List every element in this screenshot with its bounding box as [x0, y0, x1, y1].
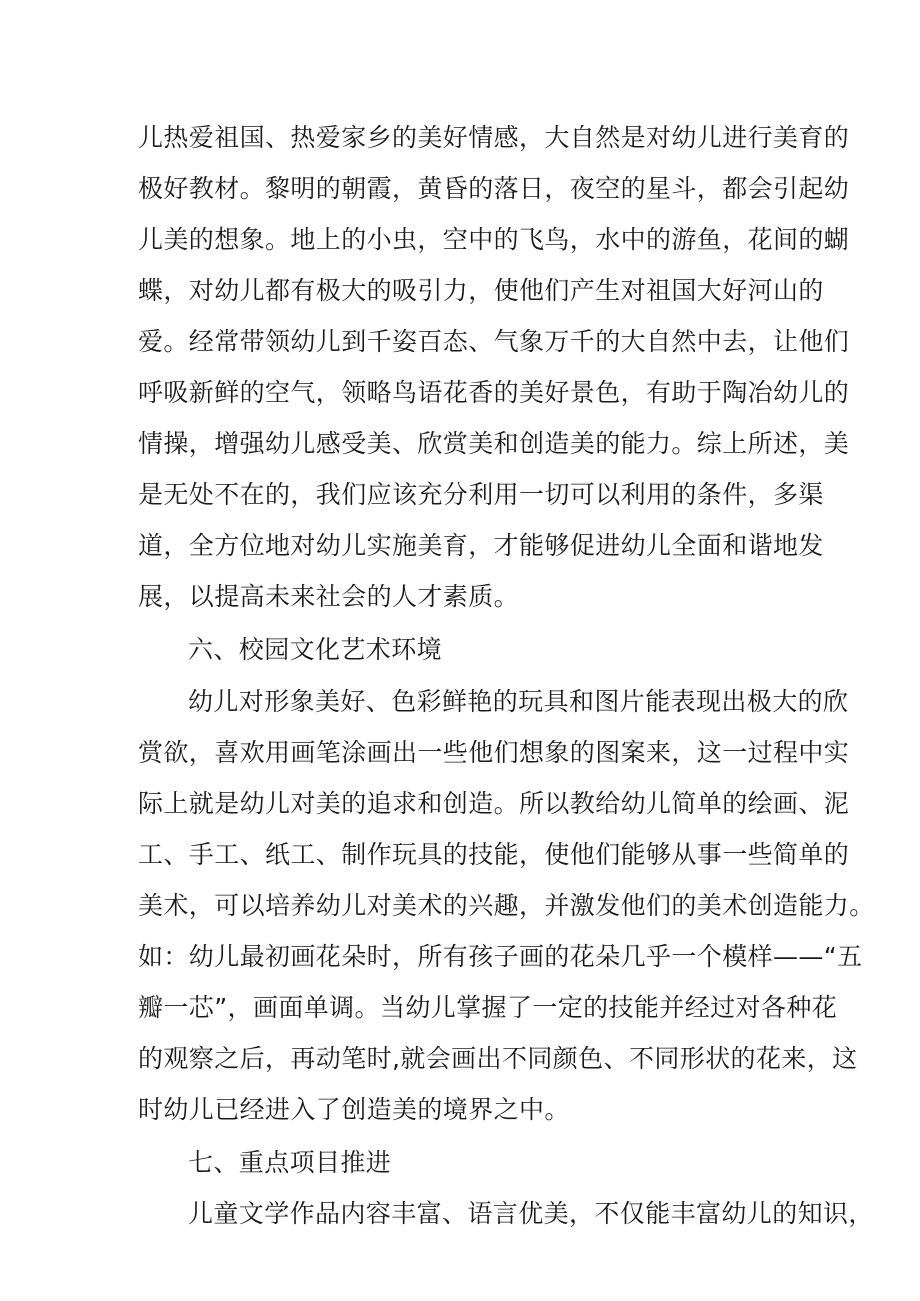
paragraph-line: 情操，增强幼儿感受美、欣赏美和创造美的能力。综上所述，美 [138, 429, 850, 458]
paragraph-line: 际上就是幼儿对美的追求和创造。所以教给幼儿简单的绘画、泥 [138, 789, 850, 818]
paragraph-line: 展，以提高未来社会的人才素质。 [138, 582, 520, 611]
paragraph-line: 是无处不在的，我们应该充分利用一切可以利用的条件，多渠 [138, 480, 824, 509]
paragraph-line: 儿美的想象。地上的小虫，空中的飞鸟，水中的游鱼，花间的蝴 [138, 225, 850, 254]
paragraph-line: 儿童文学作品内容丰富、语言优美，不仅能丰富幼儿的知识， [188, 1199, 874, 1228]
paragraph-line: 呼吸新鲜的空气，领略鸟语花香的美好景色，有助于陶冶幼儿的 [138, 378, 850, 407]
paragraph-line: 极好教材。黎明的朝霞，黄昏的落日，夜空的星斗，都会引起幼 [138, 174, 850, 203]
section-heading-6: 六、校园文化艺术环境 [188, 635, 443, 664]
paragraph-line: 瓣一芯”，画面单调。当幼儿掌握了一定的技能并经过对各种花 [138, 993, 838, 1022]
paragraph-line: 道，全方位地对幼儿实施美育，才能够促进幼儿全面和谐地发 [138, 531, 824, 560]
paragraph-line: 工、手工、纸工、制作玩具的技能，使他们能够从事一些简单的 [138, 840, 850, 869]
paragraph-line: 蝶，对幼儿都有极大的吸引力，使他们产生对祖国大好河山的 [138, 276, 824, 305]
paragraph-line: 爱。经常带领幼儿到千姿百态、气象万千的大自然中去，让他们 [138, 327, 850, 356]
section-heading-7: 七、重点项目推进 [188, 1148, 392, 1177]
paragraph-line: 儿热爱祖国、热爱家乡的美好情感，大自然是对幼儿进行美育的 [138, 123, 850, 152]
paragraph-line: 时幼儿已经进入了创造美的境界之中。 [138, 1095, 570, 1124]
paragraph-line: 赏欲，喜欢用画笔涂画出一些他们想象的图案来，这一过程中实 [138, 738, 850, 767]
paragraph-line: 的观察之后，再动笔时,就会画出不同颜色、不同形状的花来，这 [138, 1044, 858, 1073]
paragraph-line: 如：幼儿最初画花朵时，所有孩子画的花朵几乎一个模样——“五 [138, 942, 863, 971]
paragraph-line: 美术，可以培养幼儿对美术的兴趣，并激发他们的美术创造能力。 [138, 891, 875, 920]
paragraph-line: 幼儿对形象美好、色彩鲜艳的玩具和图片能表现出极大的欣 [188, 687, 849, 716]
